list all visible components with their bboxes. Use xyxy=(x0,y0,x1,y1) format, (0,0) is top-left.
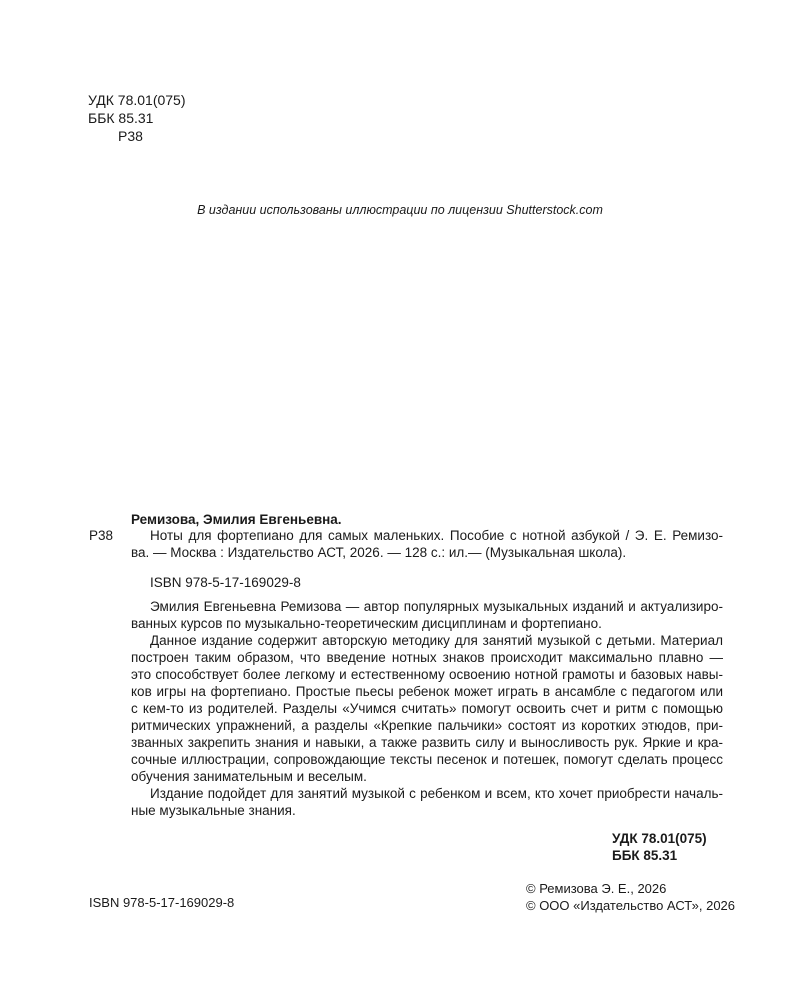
annotation-line: построен таким образом, что введение нотных знаков происходит максимально плавно — xyxy=(131,650,723,665)
annotation-line: Эмилия Евгеньевна Ремизова — автор популярных музыкальных изданий и актуализиро- xyxy=(150,599,723,614)
record-isbn: ISBN 978-5-17-169029-8 xyxy=(150,575,301,590)
annotation-line: Издание подойдет для занятий музыкой с ребенком и всем, кто хочет приобрести началь- xyxy=(150,786,723,801)
copyright-publisher: © ООО «Издательство АСТ», 2026 xyxy=(526,898,736,913)
isbn-bottom: ISBN 978-5-17-169029-8 xyxy=(89,895,235,910)
bottom-bbk-code: ББК 85.31 xyxy=(612,848,678,863)
annotation-line: сочные иллюстрации, сопровождающие тексты песенок и потешек, помогут сделать процесс xyxy=(131,752,723,767)
annotation-line: с кем-то из родителей. Разделы «Учимся считать» помогут освоить счет и ритм с помощью xyxy=(131,701,723,716)
annotation-line: это способствует более легкому и естественному освоению нотной грамоты и базовых навы- xyxy=(131,667,723,682)
copyright-author: © Ремизова Э. Е., 2026 xyxy=(526,881,667,896)
bottom-udk-code: УДК 78.01(075) xyxy=(612,831,707,846)
annotation-line: Данное издание содержит авторскую методику для занятий музыкой с детьми. Материал xyxy=(150,633,723,648)
annotation-line: ритмических упражнений, а разделы «Крепкие пальчики» состоят из коротких этюдов, при- xyxy=(131,718,723,733)
license-note: В издании использованы иллюстрации по лицензии Shutterstock.com xyxy=(197,203,603,217)
annotation-line: обучения занимательным и веселым. xyxy=(131,769,367,784)
bottom-classification-codes xyxy=(612,830,707,864)
record-author-sign: Р38 xyxy=(89,528,114,543)
record-title-line-1: Ноты для фортепиано для самых маленьких. Пособие с нотной азбукой / Э. Е. Ремизо- xyxy=(150,528,723,543)
bbk-code: ББК 85.31 xyxy=(88,110,154,126)
annotation-line: ков игры на фортепиано. Простые пьесы ребенок может играть в ансамбле с педагогом или xyxy=(131,684,723,699)
author-sign: Р38 xyxy=(118,128,143,144)
annotation-line: ванных курсов по музыкально-теоретическим дисциплинам и фортепиано. xyxy=(131,616,602,631)
annotation-line: ные музыкальные знания. xyxy=(131,803,296,818)
copyright-block xyxy=(526,880,735,914)
record-author: Ремизова, Эмилия Евгеньевна. xyxy=(131,512,342,527)
udk-code: УДК 78.01(075) xyxy=(88,92,186,108)
annotation-line: званных закрепить знания и навыки, а также развить силу и выносливость рук. Яркие и кра- xyxy=(131,735,723,750)
record-title-line-2: ва. — Москва : Издательство АСТ, 2026. — 128 с.: ил.— (Музыкальная школа). xyxy=(131,545,627,560)
top-classification-codes xyxy=(88,91,186,145)
